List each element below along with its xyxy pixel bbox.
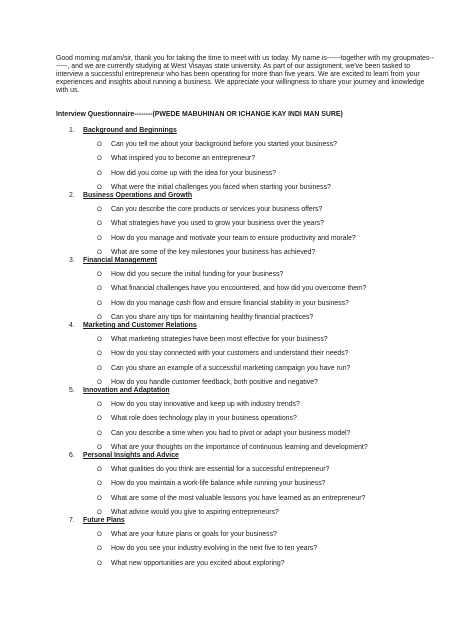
question-text: How do you maintain a work-life balance while running your business? — [111, 480, 326, 488]
section-number: 4. — [69, 322, 75, 329]
question-text: What are your future plans or goals for your business? — [111, 531, 277, 538]
question-item — [0, 545, 474, 554]
questionnaire-title: Interview Questionnaire--------(PWEDE MABUHINAN OR ICHANGE KAY INDI MAN SURE) — [56, 111, 343, 118]
question-text: Can you describe the core products or services your business offers? — [111, 206, 323, 213]
bullet-icon: O — [97, 379, 102, 387]
question-item — [0, 495, 474, 504]
bullet-icon: O — [97, 444, 102, 452]
section-number: 1. — [69, 127, 75, 134]
question-item — [0, 170, 474, 179]
bullet-icon: O — [97, 314, 102, 322]
question-item — [0, 365, 474, 374]
section-title: Financial Management — [83, 257, 157, 264]
question-text: How do you manage cash flow and ensure financial stability in your business? — [111, 299, 349, 307]
question-text: How do you stay connected with your customers and understand their needs? — [111, 350, 349, 358]
bullet-icon: O — [97, 271, 102, 278]
bullet-icon: O — [97, 415, 102, 423]
bullet-icon: O — [97, 429, 102, 437]
question-text: What were the initial challenges you faced when starting your business? — [111, 184, 331, 192]
question-item — [0, 401, 474, 410]
bullet-icon: O — [97, 169, 102, 177]
question-text: Can you share any tips for maintaining healthy financial practices? — [111, 314, 314, 322]
bullet-icon: O — [97, 141, 102, 148]
bullet-icon: O — [97, 559, 102, 567]
question-item — [0, 220, 474, 229]
question-item — [0, 480, 474, 489]
question-text: What are some of the key milestones your business has achieved? — [111, 249, 316, 257]
intro-paragraph: Good morning ma'am/sir, thank you for taking the time to meet with us today. My name is------together with my groupmates-------, and we are currently studying at West Visayas state university. As part of our assignment, we've been tasked to interview a successful entrepreneur who has been operating for more than five years. We are excited to learn from your experiences and insights about running a business. We appreciate your willingness to share your journey and knowledge with us. — [56, 55, 435, 95]
section-title: Personal Insights and Advice — [83, 452, 179, 459]
bullet-icon: O — [97, 249, 102, 257]
question-text: How do you see your industry evolving in the next five to ten years? — [111, 545, 318, 553]
question-text: What qualities do you think are essential for a successful entrepreneur? — [111, 466, 330, 473]
bullet-icon: O — [97, 285, 102, 293]
question-item — [0, 271, 474, 280]
bullet-icon: O — [97, 184, 102, 192]
question-text: What strategies have you used to grow your business over the years? — [111, 220, 324, 228]
section-title: Innovation and Adaptation — [83, 387, 170, 394]
question-text: What are some of the most valuable lessons you have learned as an entrepreneur? — [111, 494, 366, 502]
bullet-icon: O — [97, 206, 102, 213]
bullet-icon: O — [97, 466, 102, 473]
bullet-icon: O — [97, 336, 102, 343]
question-text: What marketing strategies have been most effective for your business? — [111, 336, 328, 343]
question-item — [0, 336, 474, 345]
question-item — [0, 531, 474, 540]
bullet-icon: O — [97, 494, 102, 502]
question-text: What are your thoughts on the importance of continuous learning and development? — [111, 444, 368, 452]
question-item — [0, 285, 474, 294]
bullet-icon: O — [97, 155, 102, 163]
section-title: Background and Beginnings — [83, 127, 177, 134]
question-text: Can you describe a time when you had to pivot or adapt your business model? — [111, 429, 351, 437]
question-text: What inspired you to become an entrepreneur? — [111, 155, 256, 163]
question-item — [0, 466, 474, 475]
bullet-icon: O — [97, 509, 102, 517]
bullet-icon: O — [97, 480, 102, 488]
question-item — [0, 415, 474, 424]
bullet-icon: O — [97, 401, 102, 408]
bullet-icon: O — [97, 350, 102, 358]
question-item — [0, 155, 474, 164]
question-item — [0, 206, 474, 215]
bullet-icon: O — [97, 234, 102, 242]
bullet-icon: O — [97, 299, 102, 307]
question-text: How did you secure the initial funding for your business? — [111, 271, 284, 278]
section-number: 2. — [69, 192, 75, 199]
question-text: What financial challenges have you encountered, and how did you overcome them? — [111, 285, 367, 293]
bullet-icon: O — [97, 531, 102, 538]
question-text: What new opportunities are you excited about exploring? — [111, 559, 285, 567]
question-item — [0, 560, 474, 569]
question-text: How do you stay innovative and keep up with industry trends? — [111, 401, 300, 408]
section-title: Business Operations and Growth — [83, 192, 193, 199]
bullet-icon: O — [97, 545, 102, 553]
question-text: What advice would you give to aspiring entrepreneurs? — [111, 509, 279, 517]
question-item — [0, 300, 474, 309]
question-item — [0, 235, 474, 244]
question-item — [0, 430, 474, 439]
question-text: How do you manage and motivate your team to ensure productivity and morale? — [111, 234, 356, 242]
question-text: How did you come up with the idea for your business? — [111, 169, 277, 177]
section-number: 3. — [69, 257, 75, 264]
question-item — [0, 141, 474, 150]
question-text: Can you share an example of a successful marketing campaign you have run? — [111, 364, 351, 372]
section-title: Marketing and Customer Relations — [83, 322, 197, 329]
question-text: How do you handle customer feedback, both positive and negative? — [111, 379, 318, 387]
bullet-icon: O — [97, 220, 102, 228]
section-number: 7. — [69, 517, 75, 524]
section-title: Future Plans — [83, 517, 125, 524]
question-item — [0, 350, 474, 359]
bullet-icon: O — [97, 364, 102, 372]
question-text: What role does technology play in your business operations? — [111, 415, 297, 423]
section-number: 5. — [69, 387, 75, 394]
section-number: 6. — [69, 452, 75, 459]
question-text: Can you tell me about your background before you started your business? — [111, 141, 337, 148]
